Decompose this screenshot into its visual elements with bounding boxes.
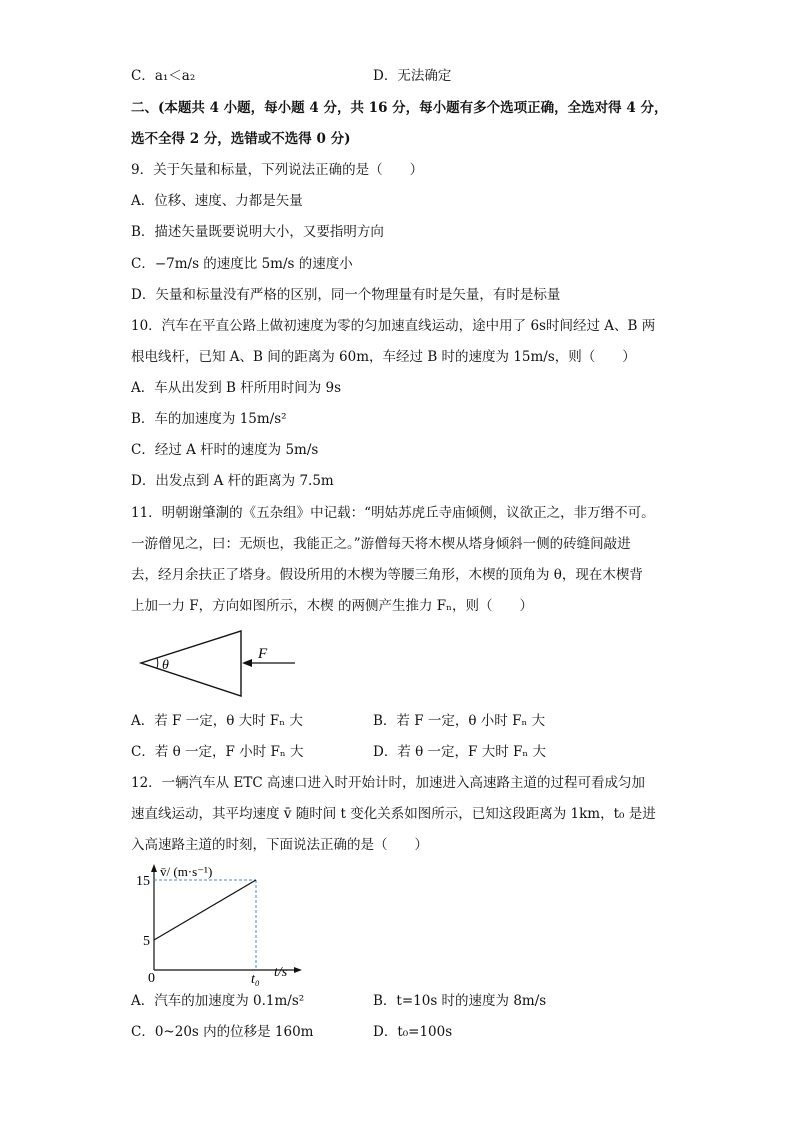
q11-stem-line1: 11．明朝谢肇淛的《五杂组》中记载：“明姑苏虎丘寺庙倾侧，议欲正之，非万缗不可。 — [131, 505, 655, 521]
theta-arc — [157, 658, 158, 668]
q10-option-d: D．出发点到 A 杆的距离为 7.5m — [131, 473, 334, 489]
velocity-time-graph — [130, 862, 310, 986]
q9-option-c: C．−7m/s 的速度比 5m/s 的速度小 — [131, 256, 353, 272]
force-label: F — [258, 646, 268, 662]
force-arrow-head — [242, 659, 252, 667]
wedge-triangle — [141, 631, 241, 696]
q12-stem-line3: 入高速路主道的时刻，下面说法正确的是（ ） — [131, 837, 428, 853]
q11-option-d: D．若 θ 一定，F 大时 Fₙ 大 — [373, 744, 546, 760]
q12-stem-line1: 12．一辆汽车从 ETC 高速口进入时开始计时，加速进入高速路主道的过程可看成匀加 — [131, 775, 645, 791]
q10-stem-line2: 根电线杆，已知 A、B 间的距离为 60m，车经过 B 时的速度为 15m/s，则（ ） — [131, 349, 636, 365]
q9-option-d: D．矢量和标量没有严格的区别，同一个物理量有时是矢量，有时是标量 — [131, 287, 561, 303]
wedge-figure — [135, 628, 305, 700]
q12-stem-line2: 速直线运动，其平均速度 v̄ 随时间 t 变化关系如图所示，已知这段距离为 1km，t₀ 是进 — [131, 806, 656, 822]
x-axis-arrow — [294, 967, 302, 973]
q10-option-a: A．车从出发到 B 杆所用时间为 9s — [131, 380, 342, 396]
q12-option-b: B．t=10s 时的速度为 8m/s — [373, 993, 547, 1009]
q12-option-c: C．0~20s 内的位移是 160m — [131, 1024, 314, 1040]
x-axis-label: t/s — [274, 965, 288, 980]
origin-label: 0 — [148, 971, 155, 986]
q9-option-b: B．描述矢量既要说明大小，又要指明方向 — [131, 224, 384, 240]
q11-option-b: B．若 F 一定，θ 小时 Fₙ 大 — [373, 713, 546, 729]
q8-option-d: D．无法确定 — [373, 68, 452, 84]
q11-option-c: C．若 θ 一定，F 小时 Fₙ 大 — [131, 744, 304, 760]
y-tick-label-15: 15 — [136, 874, 150, 889]
y-axis-arrow — [151, 864, 157, 872]
q11-stem-line2: 一游僧见之，曰：无烦也，我能正之。”游僧每天将木楔从塔身倾斜一侧的砖缝间敲进 — [131, 536, 631, 552]
q12-option-a: A．汽车的加速度为 0.1m/s² — [131, 993, 305, 1009]
q9-option-a: A．位移、速度、力都是矢量 — [131, 193, 303, 209]
x-tick-label-t0: t₀ — [251, 972, 260, 986]
q10-option-b: B．车的加速度为 15m/s² — [131, 411, 287, 427]
section2-heading-line1: 二、(本题共 4 小题，每小题 4 分，共 16 分，每小题有多个选项正确，全选对得 4 分， — [131, 100, 668, 116]
q11-stem-line4: 上加一力 F，方向如图所示，木楔 的两侧产生推力 Fₙ，则（ ） — [131, 598, 533, 614]
q11-option-a: A．若 F 一定，θ 大时 Fₙ 大 — [131, 713, 303, 729]
series-line — [154, 880, 256, 940]
y-axis-label: v̄/ (m·s⁻¹) — [160, 864, 213, 879]
section2-heading-line2: 选不全得 2 分，选错或不选得 0 分) — [131, 131, 351, 147]
theta-label: θ — [162, 658, 169, 673]
q11-stem-line3: 去，经月余扶正了塔身。假设所用的木楔为等腰三角形，木楔的顶角为 θ，现在木楔背 — [131, 567, 643, 583]
q10-stem-line1: 10．汽车在平直公路上做初速度为零的匀加速直线运动，途中用了 6s时间经过 A、B 两 — [131, 318, 656, 334]
q9-stem: 9．关于矢量和标量，下列说法正确的是（ ） — [131, 162, 424, 178]
y-tick-label-5: 5 — [143, 934, 150, 949]
q10-option-c: C．经过 A 杆时的速度为 5m/s — [131, 442, 319, 458]
q12-option-d: D．t₀=100s — [373, 1024, 453, 1040]
q8-option-c: C．a₁＜a₂ — [131, 68, 196, 84]
